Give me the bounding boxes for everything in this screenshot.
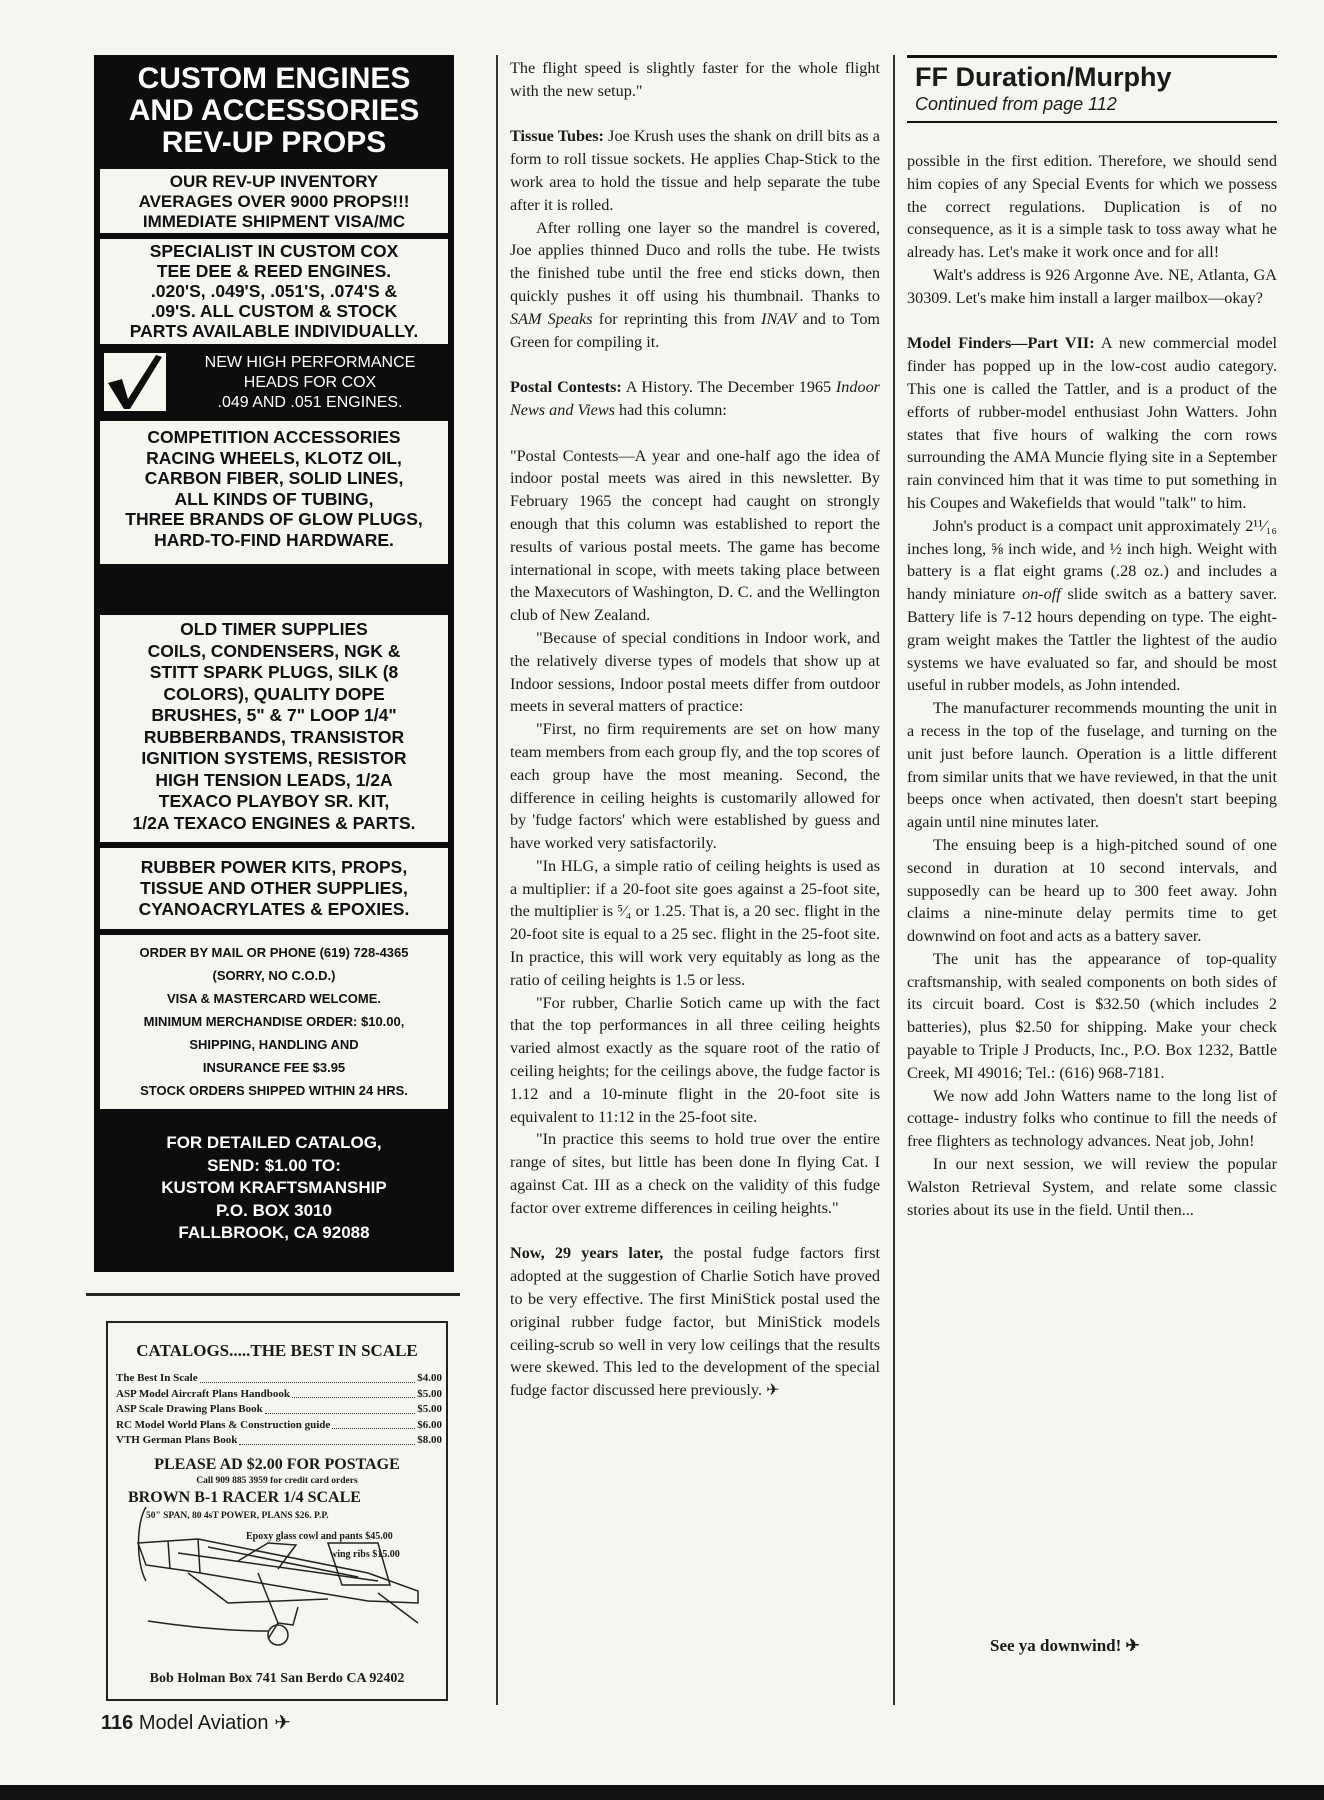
text-run: SAM Speaks <box>510 309 593 328</box>
text-run: John's product is a compact unit approximately 2¹¹⁄₁₆ inches long, ⅝ inch wide, and ½ inch high. Weight with battery is a flat eight grams (.28 oz.) and includes a handy miniature <box>907 516 1277 604</box>
text-run: The manufacturer recommends mounting the unit in a recess in the top of the fuselage, and turning on the unit just before launch. Operation is a little different from similar units that we have reviewed, in that the unit beeps once when activated, then doesn't start beeping again until nine minutes later. <box>907 699 1277 832</box>
catalog-item: The Best In Scale $4.00 <box>116 1372 442 1384</box>
postage-note: PLEASE AD $2.00 FOR POSTAGE <box>154 1456 400 1473</box>
paragraph <box>510 855 880 992</box>
text-run: A new commercial model finder has popped up in the low-cost audio category. This one is called the Tattler, and is a product of the efforts of rubber-model enthusiast John Watters. John states that five hours of walking the corn rows surrounding the AMA Muncie flying site in a September rain convinced him that it was time to put something in his Coupes and Wakefields that would "talk" to him. <box>907 334 1278 512</box>
text-run: "For rubber, Charlie Sotich came up with the fact that the top performances in all three ceiling heights varied almost exactly as the square root of the ratio of ceiling heights; for the ceilings above, the fudge factor is 1.12 and a 10-minute flight in the 20-foot site is equivalent to 11:12 in the 25-foot site. <box>510 993 880 1126</box>
paragraph <box>907 264 1277 310</box>
text-run: The flight speed is slightly faster for the whole flight with the new setup." <box>510 59 880 100</box>
paragraph <box>510 125 880 216</box>
run-in-head: Tissue Tubes: <box>510 127 604 146</box>
paragraph <box>907 332 1277 514</box>
text-run: A History. The December 1965 <box>621 378 836 397</box>
catalog-address: Bob Holman Box 741 San Berdo CA 92402 <box>149 1671 405 1686</box>
magazine-name: Model Aviation <box>138 1712 269 1734</box>
paragraph <box>510 627 880 718</box>
run-in-head: Model Finders—Part VII: <box>907 334 1095 353</box>
paragraph <box>907 697 1277 834</box>
paragraph <box>510 718 880 855</box>
cowl-price: Epoxy glass cowl and pants $45.00 <box>246 1531 393 1542</box>
ad-box-cox-engines: SPECIALIST IN CUSTOM COX TEE DEE & REED ENGINES. .020'S, .049'S, .051'S, .074'S & .09'S. ALL CUSTOM & STOCK PARTS AVAILABLE INDIVIDUALLY. <box>100 239 448 344</box>
text-run: possible in the first edition. Therefore, we should send him copies of any Special Events for which we possess the correct regulations. Duplication is of no consequence, as it is a simple task to toss away what he already has. Let's make it work once and for all! <box>907 152 1277 262</box>
article-column-postal <box>510 57 880 1402</box>
ad-box-catalog-offer: FOR DETAILED CATALOG, SEND: $1.00 TO: KUSTOM KRAFTSMANSHIP P.O. BOX 3010 FALLBROOK, CA 92088 <box>161 1133 387 1242</box>
text-run: the postal fudge factors first adopted at the suggestion of Charlie Sotich have proved to be very effective. The first MiniStick postal used the original rubber fudge factor, but MiniStick models ceiling-scrub so well in very low ceilings that the results were skewed. This led to the development of the special fudge factor discussed here previously. ✈ <box>510 1244 880 1400</box>
paragraph <box>907 948 1277 1085</box>
ad-box-competition: COMPETITION ACCESSORIES RACING WHEELS, KLOTZ OIL, CARBON FIBER, SOLID LINES, ALL KINDS OF TUBING, THREE BRANDS OF GLOW PLUGS, HARD-TO-FIND HARDWARE. <box>100 421 448 564</box>
column-title: FF Duration/Murphy <box>915 62 1172 92</box>
column-rule-left <box>496 55 498 1705</box>
catalog-price-list <box>116 1371 442 1449</box>
page-number: 116 <box>101 1712 134 1734</box>
paragraph <box>510 376 880 422</box>
text-run: had this column: <box>614 400 727 419</box>
text-run: "In practice this seems to hold true over the entire range of sites, but little has been done In flying Cat. I against Cat. III as a check on the validity of this fudge factor over extreme differences in ceiling heights." <box>510 1130 880 1217</box>
text-run: In our next session, we will review the popular Walston Retrieval System, and relate some classic stories about its use in the field. Until then... <box>907 1155 1277 1219</box>
paragraph <box>510 57 880 103</box>
ad-headline: CUSTOM ENGINES AND ACCESSORIES REV-UP PROPS <box>128 62 420 159</box>
text-run: "Postal Contests—A year and one-half ago the idea of indoor postal meets was aired in this newsletter. By February 1965 the concept had caught on strongly enough that this column was established to report the results of various postal meets. The game has become international in scope, with meets taking place between the Maxecutors of Washington, D. C. and the Wellington club of New Zealand. <box>510 446 880 625</box>
catalog-separator-rule <box>86 1293 460 1296</box>
catalog-title: CATALOGS.....THE BEST IN SCALE <box>136 1341 418 1360</box>
text-run: Walt's address is 926 Argonne Ave. NE, Atlanta, GA 30309. Let's make him install a larger mailbox—okay? <box>907 265 1277 307</box>
racer-title: BROWN B-1 RACER 1/4 SCALE <box>128 1489 361 1506</box>
continued-from-note: Continued from page 112 <box>915 94 1117 114</box>
text-run: Indoor News and Views <box>510 378 880 419</box>
catalog-ad <box>106 1321 448 1701</box>
page-folio <box>101 1710 291 1735</box>
ad-box-ordering: ORDER BY MAIL OR PHONE (619) 728-4365 (SORRY, NO C.O.D.) VISA & MASTERCARD WELCOME. MINIMUM MERCHANDISE ORDER: $10.00, SHIPPING, HANDLING AND INSURANCE FEE $3.95 STOCK ORDERS SHIPPED WITHIN 24 HRS. <box>100 935 448 1109</box>
paragraph <box>510 445 880 627</box>
paragraph <box>907 1153 1277 1221</box>
article-column-model-finders <box>907 150 1277 1221</box>
text-run: INAV <box>761 309 797 328</box>
text-run: "In HLG, a simple ratio of ceiling heights is used as a multiplier: if a 20-foot site goes against a 25-foot site, the multiplier is ⁵⁄₄ or 1.25. That is, a 20 sec. flight in the 20-foot site is equal to a 25 sec. flight in the 25-foot site. In practice, this will work very equitably as long as the ratio of ceiling heights is 1.5 or less. <box>510 856 880 989</box>
racer-airplane-drawing <box>128 1503 428 1653</box>
racer-specs: 50" SPAN, 80 4sT POWER, PLANS $26. P.P. <box>146 1511 329 1521</box>
kustom-kraftsmanship-ad <box>94 55 454 1272</box>
paragraph <box>510 1128 880 1219</box>
paragraph <box>907 1085 1277 1153</box>
ad-box-heads: NEW HIGH PERFORMANCE HEADS FOR COX .049 AND .051 ENGINES. <box>100 349 448 415</box>
airplane-arrow-icon: ✈ <box>274 1712 291 1734</box>
text-run: and to Tom Green for compiling it. <box>510 309 880 351</box>
header-rule <box>907 55 1277 58</box>
text-run: We now add John Watters name to the long list of cottage- industry folks who continue to fill the needs of free flighters as technology advances. Neat job, John! <box>907 1086 1277 1151</box>
subheader-rule <box>907 121 1277 123</box>
text-run: on-off <box>1022 585 1061 604</box>
paragraph <box>907 515 1277 697</box>
check-mark-icon <box>104 353 166 411</box>
catalog-item: ASP Model Aircraft Plans Handbook $5.00 <box>116 1387 442 1400</box>
paragraph <box>907 834 1277 948</box>
catalog-item: RC Model World Plans & Construction guide $6.00 <box>116 1418 442 1431</box>
sign-off: See ya downwind! ✈ <box>990 1636 1140 1655</box>
column-rule-right <box>893 55 895 1705</box>
text-run: "Because of special conditions in Indoor work, and the relatively diverse types of models that show up at Indoor sessions, Indoor postal meets differ from outdoor meets in several matters of practice: <box>510 628 880 716</box>
text-run: "First, no firm requirements are set on how many team members from each group fly, and the top scores of each group have the most meaning. Second, the difference in ceiling heights is customarily allowed for by 'fudge factors' which were established by guess and have worked very satisfactorily. <box>510 720 880 853</box>
ad-box-inventory: OUR REV-UP INVENTORY AVERAGES OVER 9000 PROPS!!! IMMEDIATE SHIPMENT VISA/MC <box>100 169 448 233</box>
paragraph <box>510 992 880 1129</box>
paragraph <box>907 150 1277 264</box>
paragraph <box>510 1242 880 1402</box>
text-run: After rolling one layer so the mandrel is covered, Joe applies thinned Duco and rolls the tube. He twists the finished tube until the free end sticks down, then quickly pushes it off using his thumbnail. Thanks to <box>510 218 880 305</box>
paragraph <box>510 217 880 354</box>
phone-note: Call 909 885 3959 for credit card orders <box>196 1476 358 1486</box>
check-mark-box <box>104 353 166 411</box>
text-run: slide switch as a battery saver. Battery life is 7-12 hours depending on type. The eight-gram weight makes the Tattler the lightest of the audio systems we have evaluated so far, and should be most useful in rubber models, as John intended. <box>907 585 1277 695</box>
catalog-item: VTH German Plans Book $8.00 <box>116 1434 442 1446</box>
text-run: The ensuing beep is a high-pitched sound of one second in duration at 10 second intervals, and supposedly can be heard up to 300 feet away. John claims a nine-minute delay permits time to get downwind on foot and acts as a battery saver. <box>907 835 1277 946</box>
catalog-item: ASP Scale Drawing Plans Book $5.00 <box>116 1403 442 1415</box>
text-run: The unit has the appearance of top-quality craftsmanship, with sealed components on both sides of its circuit board. Cost is $32.50 (which includes 2 batteries), plus $2.50 for shipping. Make your check payable to Triple J Products, Inc., P.O. Box 1232, Battle Creek, MI 49016; Tel.: (616) 968-7181. <box>907 949 1277 1082</box>
text-run: for reprinting this from <box>592 309 762 328</box>
run-in-head: Postal Contests: <box>510 378 622 397</box>
text-run: Joe Krush uses the shank on drill bits as a form to roll tissue sockets. He applies Chap-Stick to the work area to hold the tissue and help separate the tube after it is rolled. <box>510 127 880 214</box>
ad-box-old-timer: OLD TIMER SUPPLIES COILS, CONDENSERS, NGK & STITT SPARK PLUGS, SILK (8 COLORS), QUALITY DOPE BRUSHES, 5" & 7" LOOP 1/4" RUBBERBANDS, TRANSISTOR IGNITION SYSTEMS, RESISTOR HIGH TENSION LEADS, 1/2A TEXACO PLAYBOY SR. KIT, 1/2A TEXACO ENGINES & PARTS. <box>100 615 448 842</box>
bottom-edge-bar <box>0 1785 1324 1800</box>
run-in-head: Now, 29 years later, <box>510 1244 664 1263</box>
ad-box-rubber-power: RUBBER POWER KITS, PROPS, TISSUE AND OTHER SUPPLIES, CYANOACRYLATES & EPOXIES. <box>100 848 448 929</box>
ribs-price: wing ribs $15.00 <box>330 1549 400 1560</box>
